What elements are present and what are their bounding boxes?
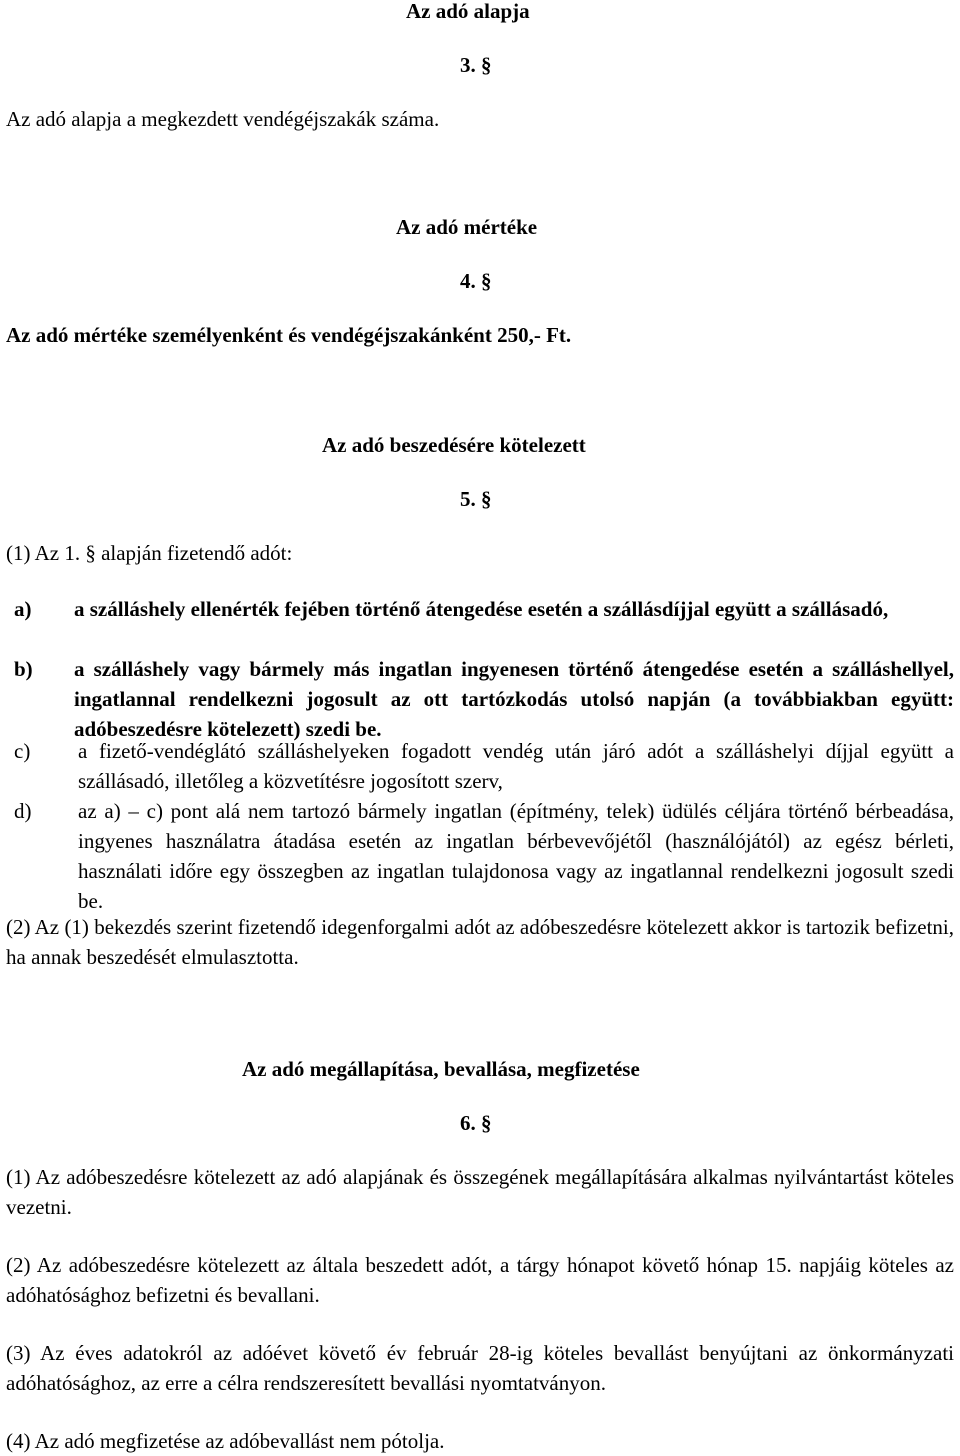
section-3-number: 3. §	[460, 53, 492, 77]
section-5-number: 5. §	[460, 487, 492, 511]
section-5-paragraph-2: (2) Az (1) bekezdés szerint fizetendő idegenforgalmi adót az adóbeszedésre kötelezett akkor is tartozik befizetni, ha annak beszedését elmulasztotta.	[6, 915, 954, 969]
list-item-label: b)	[14, 657, 33, 681]
section-5-intro: (1) Az 1. § alapján fizetendő adót:	[6, 541, 293, 565]
section-4-number: 4. §	[460, 269, 492, 293]
list-item-a	[6, 594, 954, 624]
list-item-text: a fizető-vendéglátó szálláshelyeken fogadott vendég után járó adót a szálláshelyi díjjal együtt a szállásadó, illetőleg a közvetítésre jogosított szerv,	[78, 739, 954, 793]
section-3-text: Az adó alapja a megkezdett vendégéjszakák száma.	[6, 107, 440, 131]
list-item-text: a szálláshely vagy bármely más ingatlan ingyenesen történő átengedése esetén a szálláshellyel, ingatlannal rendelkezni jogosult az ott tartózkodás utolsó napján (a továbbiakban együtt: adóbeszedésre kötelezett) szedi be.	[74, 657, 954, 741]
section-5-heading: Az adó beszedésére kötelezett	[322, 433, 586, 457]
section-6-paragraph-4: (4) Az adó megfizetése az adóbevallást nem pótolja.	[6, 1429, 445, 1453]
list-item-label: d)	[14, 799, 32, 823]
section-6-heading: Az adó megállapítása, bevallása, megfizetése	[242, 1057, 640, 1081]
section-6-paragraph-1: (1) Az adóbeszedésre kötelezett az adó alapjának és összegének megállapítására alkalmas nyilvántartást köteles vezetni.	[6, 1165, 954, 1219]
section-6-number: 6. §	[460, 1111, 492, 1135]
list-item-text: a szálláshely ellenérték fejében történő átengedése esetén a szállásdíjjal együtt a szállásadó,	[74, 597, 889, 621]
list-item-label: a)	[14, 597, 32, 621]
list-item-b	[6, 654, 954, 744]
list-item-d	[6, 796, 954, 916]
section-3-heading: Az adó alapja	[406, 0, 530, 23]
section-6-paragraph-2: (2) Az adóbeszedésre kötelezett az általa beszedett adót, a tárgy hónapot követő hónap 15. napjáig köteles az adóhatósághoz befizetni és bevallani.	[6, 1253, 954, 1307]
list-item-text: az a) – c) pont alá nem tartozó bármely ingatlan (építmény, telek) üdülés céljára történő bérbeadása, ingyenes használatra átadása esetén az ingatlan bérbevevőjétől (használójától) az egész bérleti, használati időre egy összegben az ingatlan tulajdonosa vagy az ingatlannal rendelkezni jogosult szedi be.	[78, 799, 954, 913]
section-6-paragraph-3: (3) Az éves adatokról az adóévet követő év február 28-ig köteles bevallást benyújtani az önkormányzati adóhatósághoz, az erre a célra rendszeresített bevallási nyomtatványon.	[6, 1341, 954, 1395]
list-item-c	[6, 736, 954, 796]
section-4-heading: Az adó mértéke	[396, 215, 538, 239]
list-item-label: c)	[14, 739, 31, 763]
section-4-text: Az adó mértéke személyenként és vendégéjszakánként 250,- Ft.	[6, 323, 572, 347]
